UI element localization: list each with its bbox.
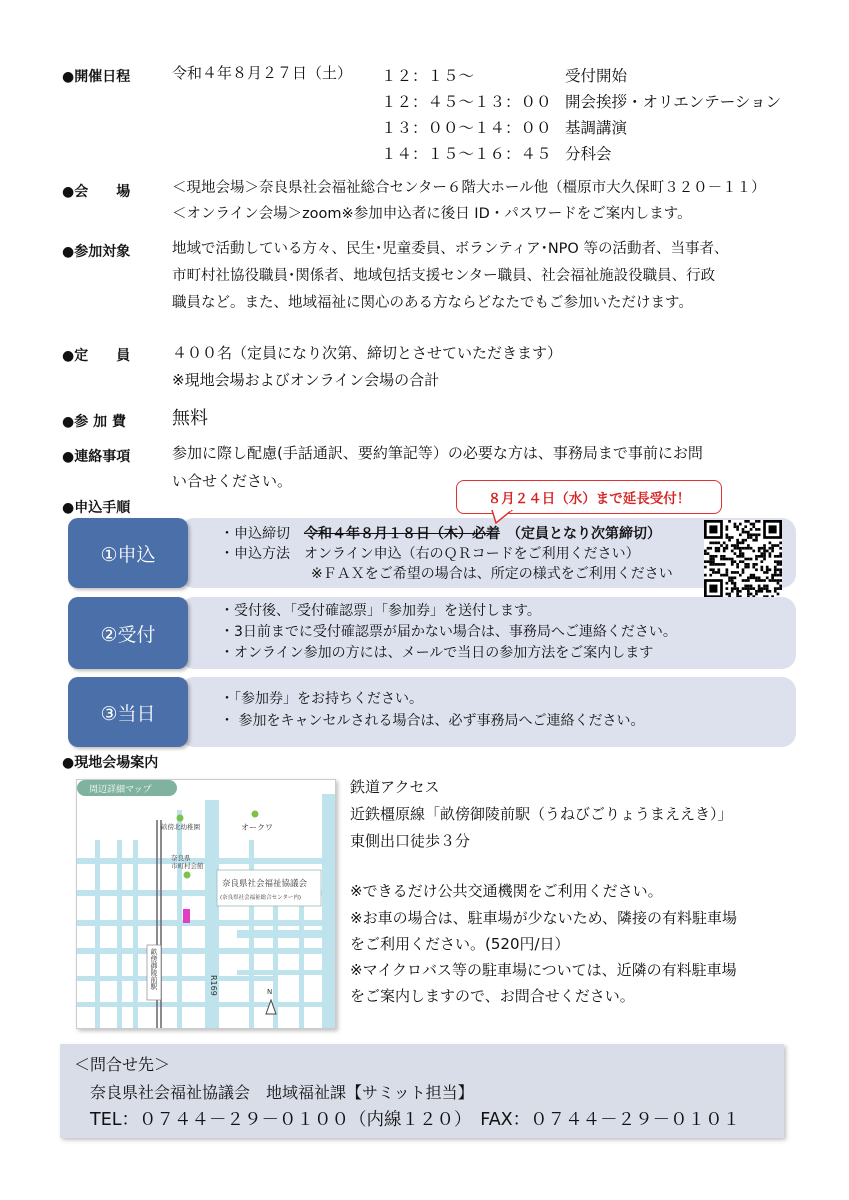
deadline-prefix: ・申込締切 <box>220 526 304 542</box>
contact-box <box>60 1044 784 1138</box>
step-apply-method: ・申込方法 オンライン申込（右のＱＲコードをご利用ください） <box>220 546 640 562</box>
capacity-line-1: ４００名（定員になり次第、締切とさせていただきます） <box>172 344 563 362</box>
map-route: R169 <box>209 975 218 996</box>
schedule-item: 分科会 <box>565 145 612 163</box>
schedule-time: １３：００～１４：００ <box>381 119 552 137</box>
map-station: 畝傍御陵前駅 <box>150 948 158 990</box>
venue-label: ●会 場 <box>62 184 131 200</box>
venue-marker <box>183 909 190 923</box>
date-label: ●開催日程 <box>62 69 131 85</box>
capacity-label: ●定 員 <box>62 348 131 364</box>
step-apply-deadline <box>220 524 661 545</box>
access-line: 鉄道アクセス <box>350 778 440 796</box>
schedule-time: １２：４５～１３：００ <box>381 93 552 111</box>
site-label: ●現地会場案内 <box>62 755 159 771</box>
okuwa-marker <box>252 811 259 818</box>
notes-label: ●連絡事項 <box>62 449 131 465</box>
deadline-suffix: （定員となり次第締切） <box>500 526 661 542</box>
fee-value: 無料 <box>172 408 208 429</box>
map-okuwa: オークワ <box>241 823 273 832</box>
procedure-label: ●申込手順 <box>62 500 131 516</box>
fee-label: ●参 加 費 <box>62 414 126 430</box>
target-line: 地域で活動している方々、民生･児童委員、ボランティア･NPO 等の活動者、当事者、 <box>172 241 729 257</box>
map-north-label: N <box>267 988 273 996</box>
step-event-day <box>68 677 796 747</box>
schedule-item: 基調講演 <box>565 119 628 137</box>
date-value: 令和４年８月２７日（土） <box>172 64 353 82</box>
step-apply <box>68 518 796 588</box>
step-apply-fax: ※ＦＡＸをご希望の場合は、所定の様式をご利用ください <box>311 566 673 582</box>
map-tab: 周辺詳細マップ <box>89 785 152 795</box>
site-note: ※マイクロバス等の駐車場については、近隣の有料駐車場 <box>350 961 737 979</box>
step-reception-line: ・3日前までに受付確認票が届かない場合は、事務局へご連絡ください。 <box>220 624 677 640</box>
kindergarten-marker <box>177 815 184 822</box>
qr-code[interactable] <box>704 520 782 598</box>
schedule-item: 開会挨拶・オリエンテーション <box>565 93 782 111</box>
target-label: ●参加対象 <box>62 244 131 260</box>
map-hall: 奈良県 市町村会館 <box>171 854 204 870</box>
venue-line-1: ＜現地会場＞奈良県社会福祉総合センター６階大ホール他（橿原市大久保町３２０－１１） <box>172 180 766 196</box>
callout-tail <box>490 510 520 524</box>
access-line: 近鉄橿原線「畝傍御陵前駅（うねびごりょうまええき）」 <box>350 805 733 823</box>
schedule-time: １２：１５～ <box>381 67 475 85</box>
site-note: ※できるだけ公共交通機関をご利用ください。 <box>350 882 663 900</box>
contact-heading: ＜問合せ先＞ <box>74 1055 171 1074</box>
capacity-line-2: ※現地会場およびオンライン会場の合計 <box>172 371 440 389</box>
qr-code-icon <box>704 520 782 598</box>
schedule-time: １４：１５～１６：４５ <box>381 145 552 163</box>
site-note: をご利用ください。(520円/日） <box>350 935 570 953</box>
step-reception-title: ②受付 <box>68 597 188 669</box>
notes-line: い合せください。 <box>172 472 293 490</box>
schedule-item: 受付開始 <box>565 67 628 85</box>
access-line: 東側出口徒歩３分 <box>350 832 471 850</box>
step-apply-title: ①申込 <box>68 518 188 588</box>
venue-line-2: ＜オンライン会場＞zoom※参加申込者に後日 ID・パスワードをご案内します。 <box>172 206 692 222</box>
step-reception <box>68 597 796 669</box>
contact-tel: TEL：０７４４－２９－０１００（内線１２０） FAX：０７４４－２９－０１０１ <box>90 1110 741 1130</box>
notes-line: 参加に際し配慮(手話通訳、要約筆記等）の必要な方は、事務局まで事前にお問 <box>172 444 703 462</box>
step-event-day-line: ・ 参加をキャンセルされる場合は、必ず事務局へご連絡ください。 <box>220 713 645 729</box>
site-note: ※お車の場合は、駐車場が少ないため、隣接の有料駐車場 <box>350 909 737 927</box>
hall-marker <box>184 872 191 879</box>
target-line: 市町村社協役職員･関係者、地域包括支援センター職員、社会福祉施設役職員、行政 <box>172 268 716 284</box>
map-venue-sub: (奈良県社会福祉総合センター内) <box>220 895 302 901</box>
contact-org: 奈良県社会福祉協議会 地域福祉課【サミット担当】 <box>90 1083 474 1102</box>
map-venue-name: 奈良県社会福祉協議会 <box>222 879 308 889</box>
extension-callout: ８月２４日（水）まで延長受付！ <box>456 480 722 514</box>
step-reception-line: ・オンライン参加の方には、メールで当日の参加方法をご案内します <box>220 645 654 661</box>
step-event-day-line: ・「参加券」をお持ちください。 <box>220 691 423 707</box>
deadline-struck: 令和４年８月１８日（木）必着 <box>304 526 500 542</box>
area-map <box>76 779 336 1029</box>
map-kindergarten: 畝傍北幼稚園 <box>161 823 200 831</box>
site-note: をご案内しますので、お問合せください。 <box>350 987 635 1005</box>
target-line: 職員など。また、地域福祉に関心のある方ならどなたでもご参加いただけます。 <box>172 295 693 311</box>
step-reception-line: ・受付後、「受付確認票」「参加券」を送付します。 <box>220 603 541 619</box>
step-event-day-title: ③当日 <box>68 677 188 747</box>
